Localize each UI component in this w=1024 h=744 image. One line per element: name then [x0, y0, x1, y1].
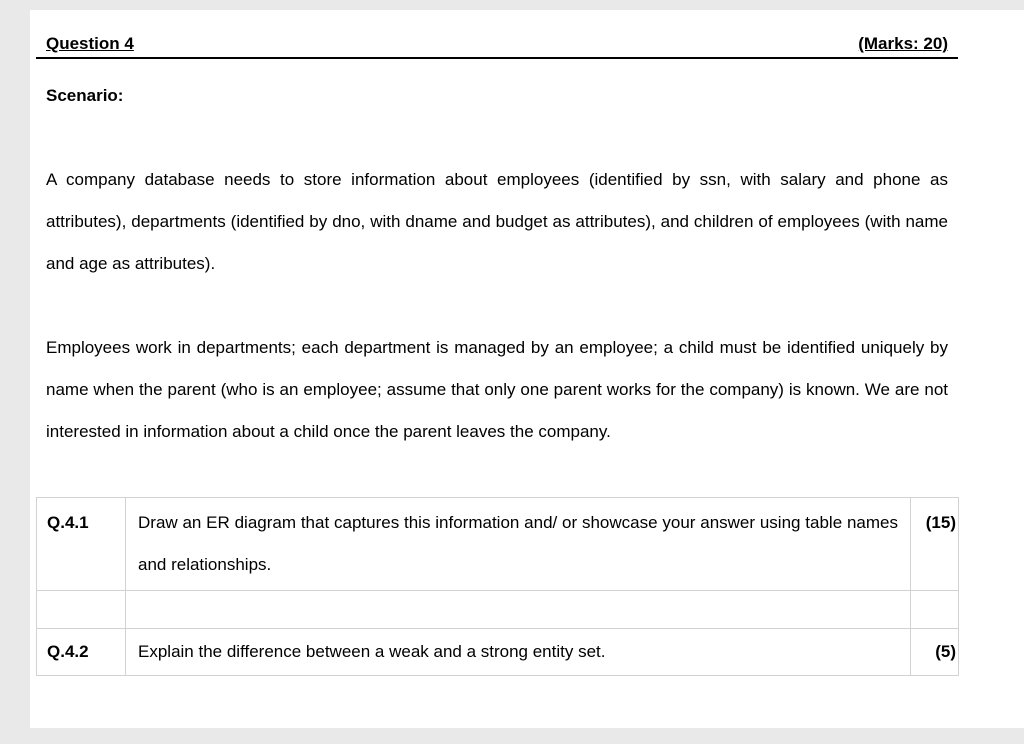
question-header — [36, 34, 958, 59]
question-id: Q.4.2 — [37, 629, 126, 676]
document-page — [30, 10, 1024, 728]
question-sheet — [36, 34, 958, 676]
question-text — [126, 591, 911, 629]
scenario-paragraph-2: Employees work in departments; each department is managed by an employee; a child must be identified uniquely by name when the parent (who is an employee; assume that only one parent works for the company) is known. We are not interested in information about a child once the parent leaves the company. — [46, 338, 948, 441]
question-text: Explain the difference between a weak and a strong entity set. — [126, 629, 911, 676]
table-row — [37, 498, 959, 591]
question-marks: (5) — [911, 629, 959, 676]
scenario-heading: Scenario: — [46, 86, 124, 105]
question-marks: (15) — [911, 498, 959, 591]
marks-total: (Marks: 20) — [858, 34, 948, 53]
question-title: Question 4 — [46, 34, 134, 53]
question-marks — [911, 591, 959, 629]
question-id — [37, 591, 126, 629]
scenario-section — [36, 59, 958, 497]
table-row — [37, 629, 959, 676]
question-id: Q.4.1 — [37, 498, 126, 591]
question-text: Draw an ER diagram that captures this information and/ or showcase your answer using table names and relationships. — [126, 498, 911, 591]
table-row-empty — [37, 591, 959, 629]
scenario-paragraph-1: A company database needs to store information about employees (identified by ssn, with salary and phone as attributes), departments (identified by dno, with dname and budget as attributes), and children of employees (with name and age as attributes). — [46, 170, 948, 273]
sub-questions-table — [36, 497, 959, 676]
